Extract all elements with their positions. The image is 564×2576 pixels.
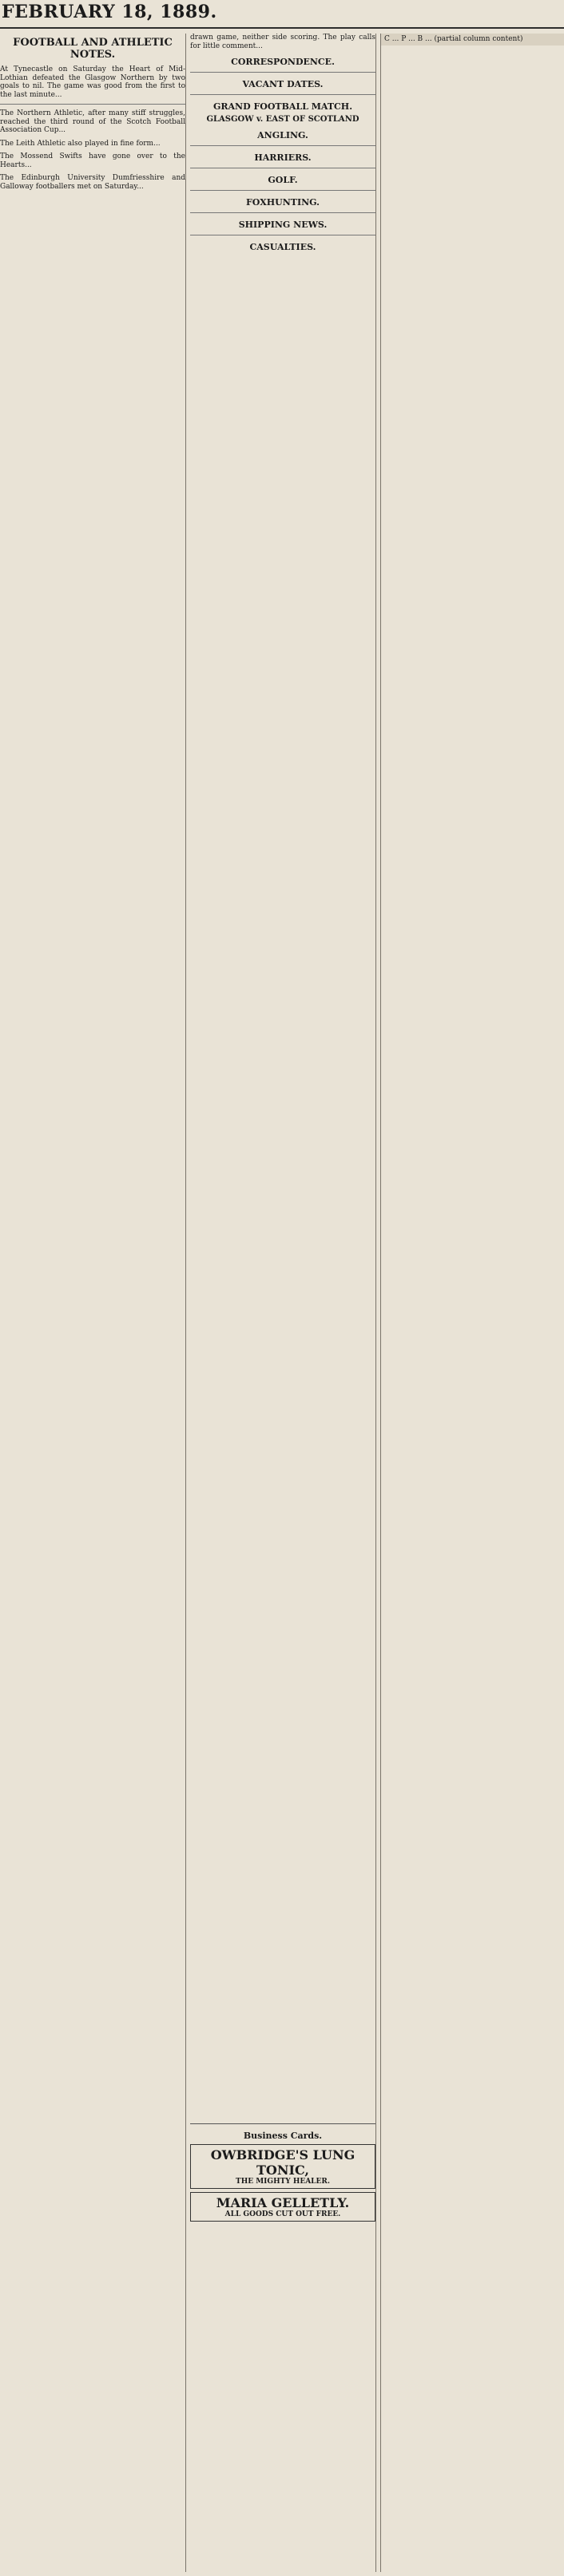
lung-tonic-sub: THE MIGHTY HEALER. (236, 2178, 330, 2186)
left-block-2: The Leith Athletic also played in fine form... (0, 139, 161, 148)
left-column (0, 34, 186, 2572)
ads-area (190, 2123, 375, 2571)
lung-tonic-ad (190, 2144, 375, 2189)
golf-heading: GOLF. (268, 175, 298, 185)
divider (190, 72, 375, 73)
divider (190, 212, 375, 213)
casualties-heading: CASUALTIES. (249, 242, 316, 252)
right-column (380, 34, 564, 2572)
vacant-dates-heading: VACANT DATES. (242, 79, 324, 89)
left-block-3: The Mossend Swifts have gone over to the Hearts... (0, 152, 188, 169)
divider (190, 145, 375, 146)
article-title: FOOTBALL AND ATHLETIC NOTES. (13, 37, 173, 61)
masthead (0, 0, 564, 29)
shipping-news-heading: SHIPPING NEWS. (238, 220, 328, 230)
maria-ad (190, 2192, 375, 2222)
foxhunting-heading: FOXHUNTING. (246, 197, 320, 208)
left-block-1: The Northern Athletic, after many stiff struggles, reached the third round of the Scotch Football Association Cup... (0, 109, 188, 134)
maria-title: MARIA GELLETLY. (216, 2195, 350, 2210)
business-cards-heading: Business Cards. (243, 2131, 323, 2141)
angling-heading: ANGLING. (257, 130, 308, 140)
divider (0, 104, 185, 105)
middle-top: drawn game, neither side scoring. The play calls for little comment... (190, 34, 378, 50)
grand-football-subheading: GLASGOW v. EAST OF SCOTLAND (206, 115, 359, 124)
right-strip-text: C ... P ... B ... (partial column content) (381, 34, 564, 46)
correspondence-heading: CORRESPONDENCE. (231, 57, 335, 67)
lung-tonic-title: OWBRIDGE'S LUNG TONIC, (210, 2147, 355, 2178)
grand-football-heading: GRAND FOOTBALL MATCH. (212, 101, 353, 112)
left-block-4: The Edinburgh University Dumfriesshire and Galloway footballers met on Saturday... (0, 174, 188, 191)
harriers-heading: HARRIERS. (254, 152, 312, 163)
divider (190, 94, 375, 95)
article-body: At Tynecastle on Saturday the Heart of Mid-Lothian defeated the Glasgow Northern by two goals to nil. The game was good from the first to the last minute... (0, 65, 188, 99)
dateline: FEBRUARY 18, 1889. (2, 2, 217, 22)
maria-sub: ALL GOODS CUT OUT FREE. (224, 2210, 341, 2218)
divider (190, 190, 375, 191)
